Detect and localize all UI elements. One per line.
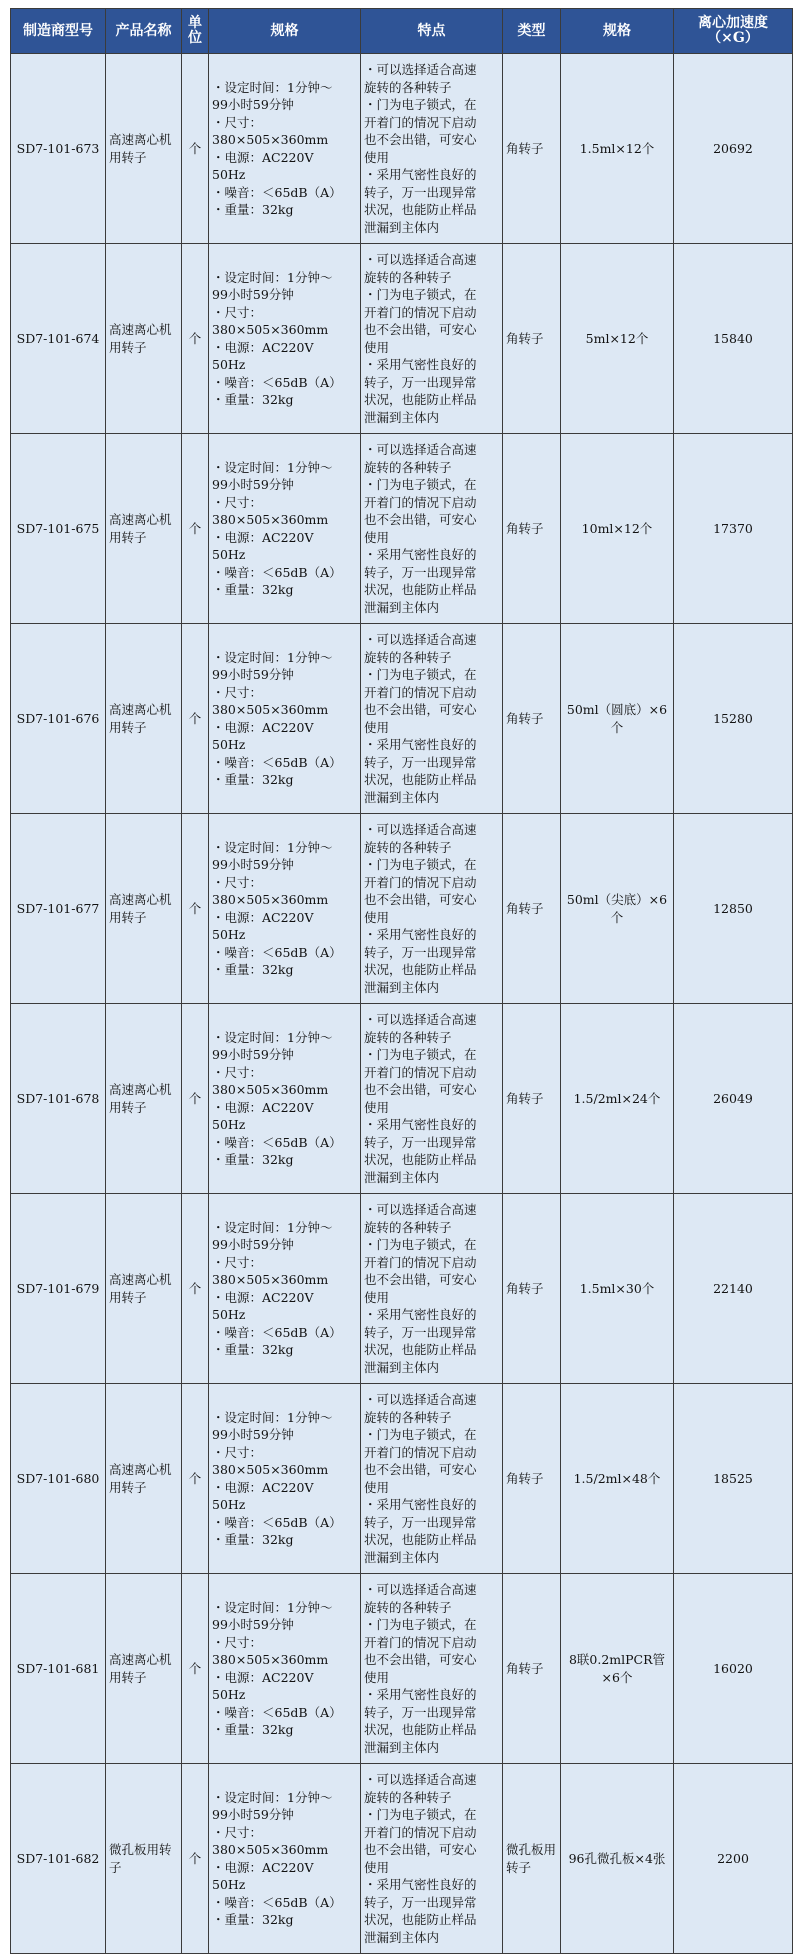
feature-line: 泄漏到主体内 [364,409,440,425]
feature-line: 泄漏到主体内 [364,1739,440,1755]
product-name-cell: 高速离心机用转子 [106,434,182,624]
unit-cell: 个 [182,1194,209,1384]
spec-line: ・重量：32kg [212,202,294,217]
feature-line: 开着门的情况下启动 [364,114,477,130]
rcf-cell: 2200 [674,1764,793,1954]
spec-line: 380×505×360mm [212,1842,329,1857]
type-cell: 角转子 [503,434,561,624]
rcf-cell: 18525 [674,1384,793,1574]
table-row [11,244,793,434]
spec-line: 99小时59分钟 [212,97,294,112]
model-cell: SD7-101-680 [11,1384,106,1574]
spec-cell [209,814,361,1004]
spec-line: 50Hz [212,357,246,372]
feature-line: ・采用气密性良好的 [364,1307,477,1322]
spec-line: ・电源：AC220V [212,1289,314,1305]
feature-line: 开着门的情况下启动 [364,1254,477,1270]
feature-line: 旋转的各种转子 [364,269,452,285]
feature-line: 旋转的各种转子 [364,79,452,95]
spec-line: 380×505×360mm [212,322,329,337]
spec-line: 50Hz [212,547,246,562]
spec-line: ・重量：32kg [212,772,294,787]
product-name-cell: 高速离心机用转子 [106,814,182,1004]
spec-line: ・电源：AC220V [212,1859,314,1875]
feature-line: 开着门的情况下启动 [364,684,477,700]
table-row [11,1194,793,1384]
feature-line: 泄漏到主体内 [364,1359,440,1375]
feature-line: 开着门的情况下启动 [364,1444,477,1460]
header-spec: 规格 [209,9,361,54]
feature-line: 开着门的情况下启动 [364,1064,477,1080]
spec-line: ・尺寸： [212,1064,263,1080]
spec-line: 380×505×360mm [212,1272,329,1287]
unit-cell: 个 [182,624,209,814]
model-cell: SD7-101-681 [11,1574,106,1764]
spec-line: 380×505×360mm [212,702,329,717]
spec-cell [209,1574,361,1764]
feature-line: 使用 [364,339,390,355]
capacity-cell: 1.5/2ml×48个 [561,1384,674,1574]
type-cell: 角转子 [503,244,561,434]
feature-line: ・采用气密性良好的 [364,167,477,182]
feature-line: 转子，万一出现异常 [364,1324,477,1340]
spec-line: ・电源：AC220V [212,1669,314,1685]
spec-line: ・尺寸： [212,874,263,890]
feature-line: 开着门的情况下启动 [364,874,477,890]
spec-line: 380×505×360mm [212,1462,329,1477]
model-cell: SD7-101-673 [11,54,106,244]
spec-line: ・噪音：＜65dB（A） [212,944,342,960]
type-cell: 角转子 [503,1384,561,1574]
feature-line: ・门为电子锁式，在 [364,857,477,872]
spec-cell [209,434,361,624]
feature-line: ・采用气密性良好的 [364,737,477,752]
rcf-cell: 20692 [674,54,793,244]
spec-line: ・电源：AC220V [212,909,314,925]
spec-line: 50Hz [212,737,246,752]
spec-line: 50Hz [212,1687,246,1702]
model-cell: SD7-101-676 [11,624,106,814]
feature-line: 状况，也能防止样品 [364,392,477,407]
feature-line: 使用 [364,1479,390,1495]
feature-line: 状况，也能防止样品 [364,582,477,597]
spec-cell [209,244,361,434]
feature-line: 也不会出错，可安心 [364,1462,477,1477]
feature-line: 也不会出错，可安心 [364,322,477,337]
product-name-cell: 高速离心机用转子 [106,244,182,434]
rcf-cell: 17370 [674,434,793,624]
feature-line: ・可以选择适合高速 [364,632,477,647]
spec-line: ・设定时间：1分钟～ [212,1219,333,1235]
table-row [11,814,793,1004]
features-cell [361,1004,503,1194]
feature-line: ・门为电子锁式，在 [364,287,477,302]
rcf-cell: 15840 [674,244,793,434]
product-name-cell: 高速离心机用转子 [106,1004,182,1194]
rcf-cell: 15280 [674,624,793,814]
feature-line: 泄漏到主体内 [364,979,440,995]
capacity-cell: 1.5ml×30个 [561,1194,674,1384]
feature-line: ・门为电子锁式，在 [364,1237,477,1252]
feature-line: 也不会出错，可安心 [364,892,477,907]
feature-line: 旋转的各种转子 [364,839,452,855]
spec-cell [209,1194,361,1384]
spec-line: 99小时59分钟 [212,1807,294,1822]
feature-line: 转子，万一出现异常 [364,1894,477,1910]
capacity-cell: 96孔微孔板×4张 [561,1764,674,1954]
type-cell: 角转子 [503,1574,561,1764]
spec-line: ・设定时间：1分钟～ [212,1599,333,1615]
feature-line: ・可以选择适合高速 [364,1012,477,1027]
feature-line: ・可以选择适合高速 [364,1582,477,1597]
feature-line: 旋转的各种转子 [364,1409,452,1425]
product-name-cell: 高速离心机用转子 [106,54,182,244]
spec-line: ・重量：32kg [212,582,294,597]
capacity-cell: 1.5/2ml×24个 [561,1004,674,1194]
spec-line: ・重量：32kg [212,1722,294,1737]
spec-line: ・设定时间：1分钟～ [212,1789,333,1805]
type-cell: 微孔板用转子 [503,1764,561,1954]
rcf-cell: 22140 [674,1194,793,1384]
feature-line: ・可以选择适合高速 [364,822,477,837]
model-cell: SD7-101-678 [11,1004,106,1194]
header-features: 特点 [361,9,503,54]
spec-line: 99小时59分钟 [212,1047,294,1062]
feature-line: 也不会出错，可安心 [364,1842,477,1857]
feature-line: 泄漏到主体内 [364,219,440,235]
feature-line: 状况，也能防止样品 [364,1342,477,1357]
spec-line: 50Hz [212,1307,246,1322]
feature-line: 旋转的各种转子 [364,1789,452,1805]
features-cell [361,54,503,244]
feature-line: 使用 [364,1289,390,1305]
spec-line: ・电源：AC220V [212,529,314,545]
feature-line: 旋转的各种转子 [364,1219,452,1235]
feature-line: ・门为电子锁式，在 [364,1617,477,1632]
feature-line: 使用 [364,149,390,165]
features-cell [361,434,503,624]
spec-line: ・电源：AC220V [212,719,314,735]
spec-line: ・设定时间：1分钟～ [212,1409,333,1425]
spec-line: ・电源：AC220V [212,1099,314,1115]
unit-cell: 个 [182,434,209,624]
spec-line: ・电源：AC220V [212,1479,314,1495]
feature-line: ・可以选择适合高速 [364,1772,477,1787]
spec-line: 380×505×360mm [212,1082,329,1097]
type-cell: 角转子 [503,54,561,244]
product-spec-table [10,8,793,1954]
table-row [11,624,793,814]
feature-line: ・采用气密性良好的 [364,1687,477,1702]
spec-line: ・尺寸： [212,114,263,130]
spec-line: 99小时59分钟 [212,1237,294,1252]
spec-line: ・重量：32kg [212,962,294,977]
feature-line: ・可以选择适合高速 [364,252,477,267]
feature-line: 转子，万一出现异常 [364,1704,477,1720]
feature-line: 开着门的情况下启动 [364,1824,477,1840]
capacity-cell: 50ml（圆底）×6个 [561,624,674,814]
table-row [11,1384,793,1574]
capacity-cell: 50ml（尖底）×6个 [561,814,674,1004]
feature-line: 使用 [364,909,390,925]
feature-line: 也不会出错，可安心 [364,1272,477,1287]
feature-line: 转子，万一出现异常 [364,754,477,770]
model-cell: SD7-101-675 [11,434,106,624]
spec-line: 50Hz [212,1877,246,1892]
header-product-name: 产品名称 [106,9,182,54]
features-cell [361,814,503,1004]
unit-cell: 个 [182,1004,209,1194]
unit-cell: 个 [182,814,209,1004]
header-model: 制造商型号 [11,9,106,54]
feature-line: ・可以选择适合高速 [364,1392,477,1407]
feature-line: 状况，也能防止样品 [364,1152,477,1167]
capacity-cell: 10ml×12个 [561,434,674,624]
feature-line: 泄漏到主体内 [364,1929,440,1945]
feature-line: 旋转的各种转子 [364,1599,452,1615]
feature-line: 转子，万一出现异常 [364,1134,477,1150]
feature-line: ・采用气密性良好的 [364,1497,477,1512]
table-row [11,1764,793,1954]
feature-line: 转子，万一出现异常 [364,184,477,200]
spec-line: 50Hz [212,167,246,182]
type-cell: 角转子 [503,814,561,1004]
spec-line: 99小时59分钟 [212,857,294,872]
feature-line: ・采用气密性良好的 [364,357,477,372]
features-cell [361,1384,503,1574]
model-cell: SD7-101-674 [11,244,106,434]
feature-line: 旋转的各种转子 [364,649,452,665]
feature-line: 旋转的各种转子 [364,459,452,475]
spec-line: ・重量：32kg [212,1342,294,1357]
header-type: 类型 [503,9,561,54]
spec-cell [209,624,361,814]
feature-line: 状况，也能防止样品 [364,1912,477,1927]
feature-line: ・采用气密性良好的 [364,927,477,942]
feature-line: 状况，也能防止样品 [364,1532,477,1547]
type-cell: 角转子 [503,1004,561,1194]
table-row [11,1004,793,1194]
spec-line: ・尺寸： [212,1634,263,1650]
model-cell: SD7-101-682 [11,1764,106,1954]
spec-line: ・尺寸： [212,1444,263,1460]
spec-line: ・设定时间：1分钟～ [212,269,333,285]
features-cell [361,1194,503,1384]
product-name-cell: 微孔板用转子 [106,1764,182,1954]
feature-line: 使用 [364,1099,390,1115]
header-row [11,9,793,54]
spec-line: 380×505×360mm [212,512,329,527]
spec-line: 99小时59分钟 [212,477,294,492]
feature-line: ・采用气密性良好的 [364,1877,477,1892]
type-cell: 角转子 [503,624,561,814]
table-row [11,54,793,244]
spec-cell [209,1384,361,1574]
header-unit: 单位 [182,9,209,54]
feature-line: 泄漏到主体内 [364,1549,440,1565]
capacity-cell: 8联0.2mlPCR管×6个 [561,1574,674,1764]
spec-line: ・设定时间：1分钟～ [212,79,333,95]
spec-line: 50Hz [212,927,246,942]
unit-cell: 个 [182,54,209,244]
feature-line: ・门为电子锁式，在 [364,477,477,492]
spec-line: ・噪音：＜65dB（A） [212,1324,342,1340]
product-name-cell: 高速离心机用转子 [106,1194,182,1384]
feature-line: 状况，也能防止样品 [364,772,477,787]
feature-line: ・可以选择适合高速 [364,1202,477,1217]
features-cell [361,1764,503,1954]
feature-line: 状况，也能防止样品 [364,202,477,217]
feature-line: ・门为电子锁式，在 [364,1047,477,1062]
spec-line: ・噪音：＜65dB（A） [212,1134,342,1150]
spec-line: ・设定时间：1分钟～ [212,459,333,475]
table-body [11,54,793,1954]
product-name-cell: 高速离心机用转子 [106,1574,182,1764]
feature-line: 使用 [364,1669,390,1685]
feature-line: ・门为电子锁式，在 [364,667,477,682]
spec-line: ・重量：32kg [212,1152,294,1167]
spec-cell [209,1764,361,1954]
spec-line: ・重量：32kg [212,392,294,407]
feature-line: 转子，万一出现异常 [364,944,477,960]
features-cell [361,1574,503,1764]
feature-line: 也不会出错，可安心 [364,1082,477,1097]
model-cell: SD7-101-677 [11,814,106,1004]
spec-cell [209,54,361,244]
feature-line: ・可以选择适合高速 [364,442,477,457]
feature-line: 使用 [364,529,390,545]
product-name-cell: 高速离心机用转子 [106,624,182,814]
spec-line: 99小时59分钟 [212,287,294,302]
spec-line: ・电源：AC220V [212,339,314,355]
feature-line: 开着门的情况下启动 [364,304,477,320]
rcf-cell: 12850 [674,814,793,1004]
type-cell: 角转子 [503,1194,561,1384]
spec-line: 380×505×360mm [212,1652,329,1667]
feature-line: ・门为电子锁式，在 [364,1807,477,1822]
header-capacity: 规格 [561,9,674,54]
spec-line: ・噪音：＜65dB（A） [212,184,342,200]
spec-line: 99小时59分钟 [212,667,294,682]
feature-line: 泄漏到主体内 [364,599,440,615]
feature-line: ・可以选择适合高速 [364,62,477,77]
rcf-cell: 26049 [674,1004,793,1194]
feature-line: ・门为电子锁式，在 [364,1427,477,1442]
spec-line: ・噪音：＜65dB（A） [212,1704,342,1720]
capacity-cell: 1.5ml×12个 [561,54,674,244]
spec-line: ・尺寸： [212,1254,263,1270]
feature-line: ・采用气密性良好的 [364,547,477,562]
spec-line: ・电源：AC220V [212,149,314,165]
feature-line: 开着门的情况下启动 [364,1634,477,1650]
model-cell: SD7-101-679 [11,1194,106,1384]
header-rcf: 离心加速度（×G） [674,9,793,54]
spec-cell [209,1004,361,1194]
unit-cell: 个 [182,244,209,434]
spec-line: ・设定时间：1分钟～ [212,839,333,855]
spec-line: ・尺寸： [212,494,263,510]
capacity-cell: 5ml×12个 [561,244,674,434]
spec-line: ・重量：32kg [212,1912,294,1927]
spec-line: 50Hz [212,1117,246,1132]
spec-line: ・噪音：＜65dB（A） [212,754,342,770]
feature-line: 也不会出错，可安心 [364,512,477,527]
spec-line: ・噪音：＜65dB（A） [212,1514,342,1530]
features-cell [361,244,503,434]
feature-line: 状况，也能防止样品 [364,962,477,977]
feature-line: 转子，万一出现异常 [364,564,477,580]
spec-table-container [10,8,792,1954]
feature-line: ・采用气密性良好的 [364,1117,477,1132]
unit-cell: 个 [182,1574,209,1764]
spec-line: 380×505×360mm [212,132,329,147]
feature-line: 泄漏到主体内 [364,789,440,805]
spec-line: ・设定时间：1分钟～ [212,1029,333,1045]
spec-line: ・噪音：＜65dB（A） [212,564,342,580]
spec-line: ・设定时间：1分钟～ [212,649,333,665]
spec-line: ・噪音：＜65dB（A） [212,374,342,390]
feature-line: 泄漏到主体内 [364,1169,440,1185]
feature-line: 也不会出错，可安心 [364,702,477,717]
feature-line: ・门为电子锁式，在 [364,97,477,112]
feature-line: 使用 [364,719,390,735]
spec-line: 99小时59分钟 [212,1427,294,1442]
feature-line: 状况，也能防止样品 [364,1722,477,1737]
unit-cell: 个 [182,1764,209,1954]
spec-line: 50Hz [212,1497,246,1512]
feature-line: 旋转的各种转子 [364,1029,452,1045]
feature-line: 使用 [364,1859,390,1875]
feature-line: 开着门的情况下启动 [364,494,477,510]
feature-line: 也不会出错，可安心 [364,132,477,147]
rcf-cell: 16020 [674,1574,793,1764]
spec-line: 99小时59分钟 [212,1617,294,1632]
table-row [11,434,793,624]
spec-line: ・尺寸： [212,684,263,700]
spec-line: ・噪音：＜65dB（A） [212,1894,342,1910]
spec-line: ・重量：32kg [212,1532,294,1547]
unit-cell: 个 [182,1384,209,1574]
features-cell [361,624,503,814]
product-name-cell: 高速离心机用转子 [106,1384,182,1574]
feature-line: 转子，万一出现异常 [364,1514,477,1530]
feature-line: 转子，万一出现异常 [364,374,477,390]
table-row [11,1574,793,1764]
spec-line: 380×505×360mm [212,892,329,907]
spec-line: ・尺寸： [212,1824,263,1840]
spec-line: ・尺寸： [212,304,263,320]
feature-line: 也不会出错，可安心 [364,1652,477,1667]
